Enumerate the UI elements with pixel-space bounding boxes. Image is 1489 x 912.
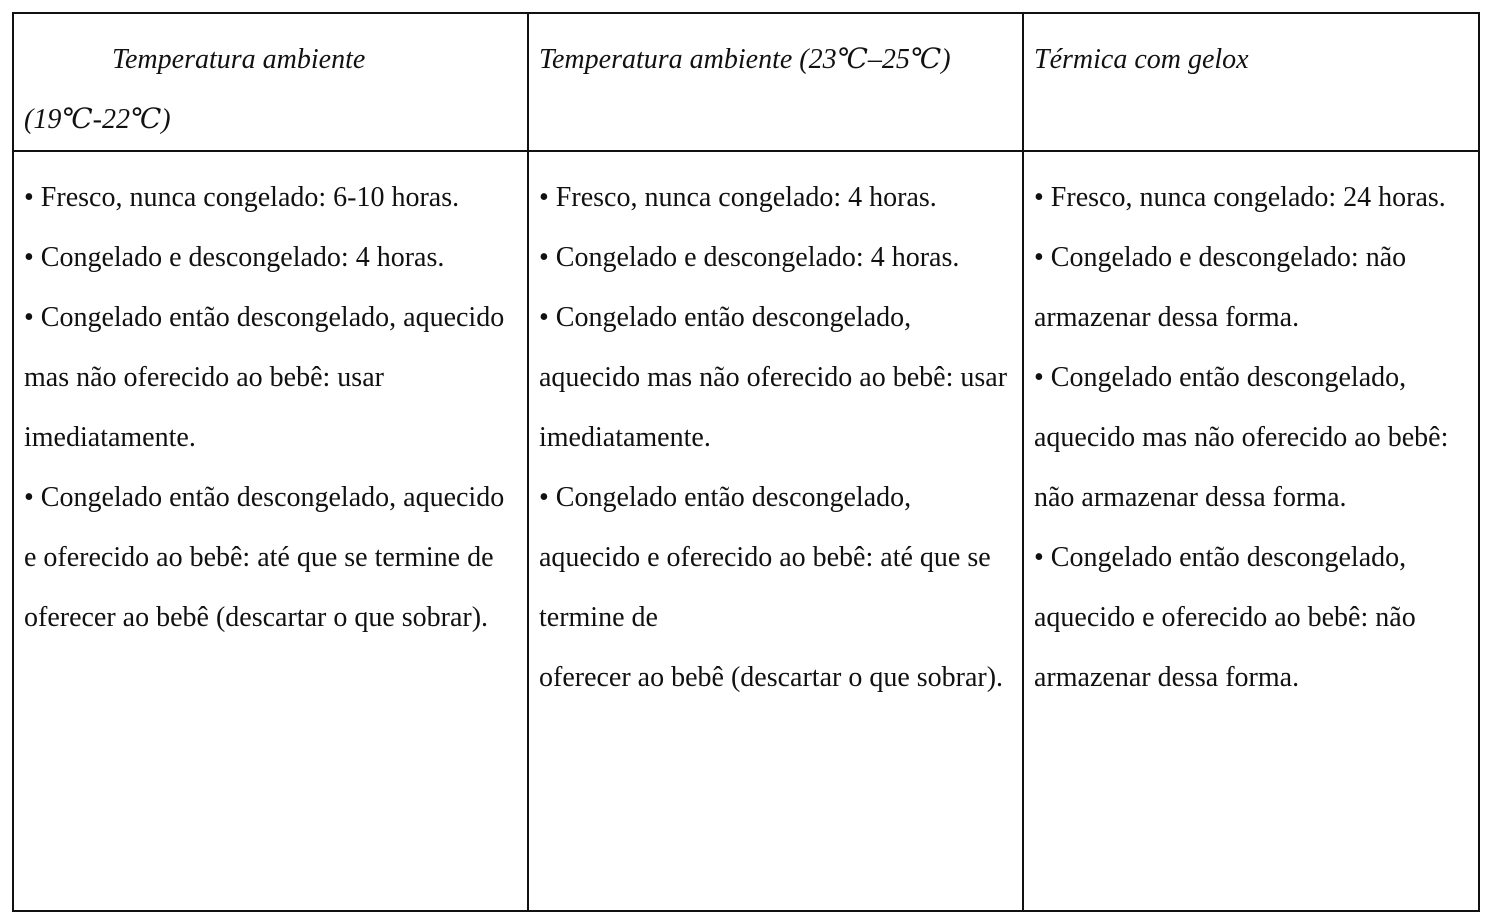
header-cell-room-temp-19-22 xyxy=(13,13,528,151)
list-item: • Congelado então descongelado, aquecido e oferecido ao bebê: não armazenar dessa forma. xyxy=(1034,542,1416,693)
body-cell-room-temp-19-22 xyxy=(13,151,528,911)
list-item: • Congelado então descongelado, aquecido mas não oferecido ao bebê: usar imediatamente. xyxy=(24,302,505,453)
header-cell-cooler-with-ice xyxy=(1023,13,1479,151)
list-item: • Congelado e descongelado: não armazenar dessa forma. xyxy=(1034,242,1407,333)
header-label: Temperatura ambiente (19℃-22℃) xyxy=(24,44,366,135)
body-cell-room-temp-23-25 xyxy=(528,151,1023,911)
header-cell-room-temp-23-25 xyxy=(528,13,1023,151)
list-item: • Congelado então descongelado, aquecido mas não oferecido ao bebê: usar imediatamente. xyxy=(539,302,1008,453)
list-item: • Congelado então descongelado, aquecido e oferecido ao bebê: até que se termine de xyxy=(539,482,991,633)
header-label: Temperatura ambiente (23℃–25℃) xyxy=(539,44,951,75)
body-cell-cooler-with-ice xyxy=(1023,151,1479,911)
header-row xyxy=(13,13,1479,151)
list-item: • Congelado então descongelado, aquecido e oferecido ao bebê: até que se termine de xyxy=(24,482,505,573)
storage-table xyxy=(12,12,1480,912)
list-item: • Congelado então descongelado, aquecido mas não oferecido ao bebê: não armazenar dessa forma. xyxy=(1034,362,1449,513)
list-item: oferecer ao bebê (descartar o que sobrar). xyxy=(539,662,1004,693)
list-item: oferecer ao bebê (descartar o que sobrar). xyxy=(24,602,489,633)
body-row xyxy=(13,151,1479,911)
list-item: • Congelado e descongelado: 4 horas. xyxy=(539,242,960,273)
list-item: • Fresco, nunca congelado: 4 horas. xyxy=(539,182,937,213)
list-item: • Fresco, nunca congelado: 6-10 horas. xyxy=(24,182,460,213)
header-label: Térmica com gelox xyxy=(1034,44,1249,75)
list-item: • Congelado e descongelado: 4 horas. xyxy=(24,242,445,273)
list-item: • Fresco, nunca congelado: 24 horas. xyxy=(1034,182,1446,213)
